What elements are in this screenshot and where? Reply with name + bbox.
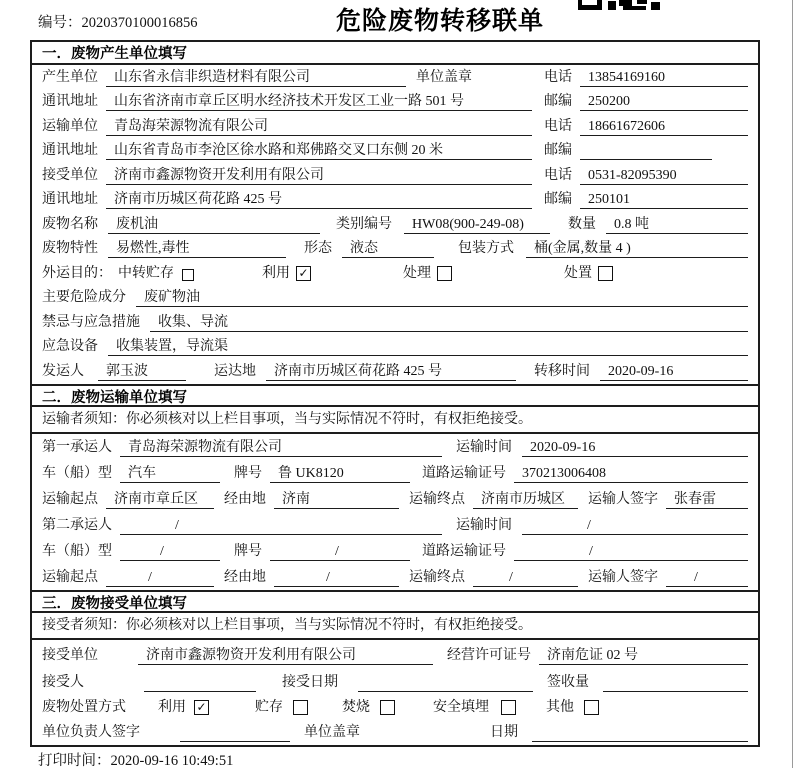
plate-number-value: 鲁 UK8120 [270,464,410,483]
checkbox-treat [437,266,452,281]
option-landfill-label: 安全填埋 [433,699,489,715]
route-via-label: 经由地 [224,491,266,507]
transport-zip-value [580,141,712,160]
packing-value: 桶(金属,数量 4 ) [526,239,748,258]
route-end-2-label: 运输终点 [409,569,465,585]
unit-seal-label: 单位盖章 [416,69,472,85]
receiver-address-value: 济南市历城区荷花路 425 号 [106,190,532,209]
first-carrier-label: 第一承运人 [42,439,112,455]
form-number-value: 2020370100016856 [81,15,198,31]
receiver-address-label: 通讯地址 [42,192,98,207]
license-number-value: 济南危证 02 号 [539,646,748,665]
receiver-phone-label: 电话 [544,167,572,183]
section-2-title: 二．废物运输单位填写 [32,384,758,407]
disposal-method-label: 废物处置方式 [42,699,126,715]
checkbox-utilize-2 [194,700,209,715]
route-origin-value: 济南市章丘区 [106,490,214,509]
checkbox-landfill [501,700,516,715]
transport-address-label: 通讯地址 [42,143,98,158]
category-code-value: HW08(900-249-08) [404,215,550,234]
row-transport-unit [32,114,758,139]
road-permit-2-value: / [514,542,748,561]
option-transfer-storage-label: 中转贮存 [118,265,174,281]
row-receiver-address [32,188,758,213]
route-origin-label: 运输起点 [42,491,98,507]
shipper-label: 发运人 [42,363,84,379]
carrier-signature-value: 张春雷 [666,490,748,509]
outbound-purpose-label: 外运目的： [42,265,112,281]
row-disposal-method [32,695,758,720]
row-responsible-signature [32,720,758,745]
producer-zip-label: 邮编 [544,94,572,109]
vehicle-type-2-label: 车（船）型 [42,543,112,559]
waste-name-value: 废机油 [108,215,320,234]
accept-date-value [358,673,533,692]
carrier-signature-label: 运输人签字 [588,491,658,507]
emergency-equipment-value: 收集装置，导流渠 [108,337,748,356]
vehicle-type-value: 汽车 [120,464,220,483]
waste-property-label: 废物特性 [42,241,98,256]
row-route-2 [32,564,758,590]
transport-time-value: 2020-09-16 [522,438,748,457]
form-number [38,11,198,32]
transfer-date-value: 2020-09-16 [600,362,748,381]
checkbox-transfer-storage [182,269,194,281]
packing-label: 包装方式 [458,241,514,256]
route-end-2-value: / [473,568,578,587]
row-emergency-measures [32,310,758,335]
receiver-zip-value: 250101 [580,190,748,209]
transport-time-2-value: / [522,516,748,535]
section-1-title: 一．废物产生单位填写 [32,42,758,65]
transport-time-label: 运输时间 [456,439,512,455]
checkbox-utilize [296,266,311,281]
form-number-label: 编号： [38,15,82,31]
plate-number-label: 牌号 [234,465,262,481]
row-vehicle-type-1 [32,460,758,486]
print-time [38,749,233,768]
second-carrier-label: 第二承运人 [42,517,112,533]
main-hazard-value: 废矿物油 [136,288,748,307]
carrier-signature-2-value: / [666,568,748,587]
row-waste-name [32,212,758,237]
plate-number-2-value: / [270,542,410,561]
producer-zip-value: 250200 [580,92,748,111]
route-origin-2-label: 运输起点 [42,569,98,585]
route-via-value: 济南 [274,490,399,509]
producer-address-value: 山东省济南市章丘区明水经济技术开发区工业一路 501 号 [106,92,532,111]
accept-unit-value: 济南市鑫源物资开发利用有限公司 [138,646,433,665]
form-state-label: 形态 [304,241,332,256]
date-value [532,723,748,742]
producer-phone-label: 电话 [544,69,572,85]
responsible-signature-label: 单位负责人签字 [42,724,140,740]
route-end-value: 济南市历城区 [473,490,578,509]
waste-name-label: 废物名称 [42,216,98,232]
carrier-signature-2-label: 运输人签字 [588,569,658,585]
road-permit-label: 道路运输证号 [422,465,506,481]
transport-unit-label: 运输单位 [42,118,98,134]
transport-time-2-label: 运输时间 [456,517,512,533]
transfer-date-label: 转移时间 [534,363,590,379]
quantity-value: 0.8 吨 [606,215,748,234]
row-accept-unit [32,640,758,668]
check-mark: ✓ [298,265,309,280]
section-3-title: 三．废物接受单位填写 [32,590,758,613]
signed-quantity-value [603,673,748,692]
option-storage-label: 贮存 [255,699,283,715]
producer-unit-label: 产生单位 [42,69,98,85]
license-number-label: 经营许可证号 [447,647,531,663]
accept-unit-label: 接受单位 [42,647,98,663]
first-carrier-value: 青岛海荣源物流有限公司 [120,438,442,457]
emergency-equipment-label: 应急设备 [42,339,98,354]
second-carrier-value: / [120,516,442,535]
page-edge-line [792,0,793,768]
category-code-label: 类别编号 [336,216,392,232]
main-hazard-label: 主要危险成分 [42,290,126,305]
destination-label: 运达地 [214,363,256,379]
route-end-label: 运输终点 [409,491,465,507]
emergency-measures-value: 收集、导流 [150,313,748,332]
row-receiver-unit [32,163,758,188]
responsible-signature-value [180,723,290,742]
route-via-2-value: / [274,568,399,587]
manifest-form [30,40,760,747]
transport-phone-value: 18661672606 [580,117,748,136]
row-outbound-purpose [32,261,758,286]
option-utilize2-label: 利用 [158,699,186,715]
page-title: 危险废物转移联单 [336,8,545,35]
receiver-notice: 接受者须知：你必须核对以上栏目事项，当与实际情况不符时，有权拒绝接受。 [32,613,758,640]
route-via-2-label: 经由地 [224,569,266,585]
receiver-phone-value: 0531-82095390 [580,166,748,185]
quantity-label: 数量 [568,216,596,232]
accept-date-label: 接受日期 [282,674,338,690]
option-other-label: 其他 [546,699,574,715]
producer-unit-value: 山东省永信非织造材料有限公司 [106,68,406,87]
option-utilize-label: 利用 [262,265,290,281]
row-shipper [32,359,758,384]
print-time-value: 2020-09-16 10:49:51 [110,753,234,768]
emergency-measures-label: 禁忌与应急措施 [42,314,140,330]
row-producer-address [32,90,758,115]
option-treat-label: 处理 [403,265,431,281]
row-main-hazard [32,286,758,311]
waste-property-value: 易燃性,毒性 [108,239,286,258]
route-origin-2-value: / [106,568,214,587]
checkbox-incinerate [380,700,395,715]
vehicle-type-label: 车（船）型 [42,465,112,481]
form-state-value: 液态 [342,239,434,258]
qr-code-fragment [578,0,662,11]
transport-address-value: 山东省青岛市李沧区徐水路和郑佛路交叉口东侧 20 米 [106,141,532,160]
row-second-carrier [32,512,758,538]
row-vehicle-type-2 [32,538,758,564]
vehicle-type-2-value: / [120,542,220,561]
signed-quantity-label: 签收量 [547,674,589,690]
receiver-unit-value: 济南市鑫源物资开发利用有限公司 [106,166,532,185]
road-permit-value: 370213006408 [514,464,748,483]
destination-value: 济南市历城区荷花路 425 号 [266,362,516,381]
accept-person-label: 接受人 [42,674,84,690]
option-dispose-label: 处置 [564,265,592,281]
transport-unit-value: 青岛海荣源物流有限公司 [106,117,532,136]
row-accept-person [32,668,758,695]
option-incinerate-label: 焚烧 [342,699,370,715]
transport-zip-label: 邮编 [544,143,572,158]
receiver-unit-label: 接受单位 [42,167,98,183]
row-route-1 [32,486,758,512]
unit-seal-2-label: 单位盖章 [304,724,360,740]
accept-person-value [144,673,256,692]
checkbox-storage [293,700,308,715]
row-emergency-equipment [32,335,758,360]
road-permit-2-label: 道路运输证号 [422,543,506,559]
receiver-zip-label: 邮编 [544,192,572,207]
row-transport-address [32,139,758,164]
date-label: 日期 [490,724,518,740]
producer-phone-value: 13854169160 [580,68,748,87]
print-time-label: 打印时间： [38,753,111,768]
check-mark: ✓ [196,699,207,714]
row-producer-unit [32,65,758,90]
transporter-notice: 运输者须知：你必须核对以上栏目事项，当与实际情况不符时，有权拒绝接受。 [32,407,758,434]
checkbox-other [584,700,599,715]
checkbox-dispose [598,266,613,281]
shipper-value: 郭玉波 [98,362,186,381]
plate-number-2-label: 牌号 [234,543,262,559]
transport-phone-label: 电话 [544,118,572,134]
producer-address-label: 通讯地址 [42,94,98,109]
row-first-carrier [32,434,758,460]
row-waste-property [32,237,758,262]
